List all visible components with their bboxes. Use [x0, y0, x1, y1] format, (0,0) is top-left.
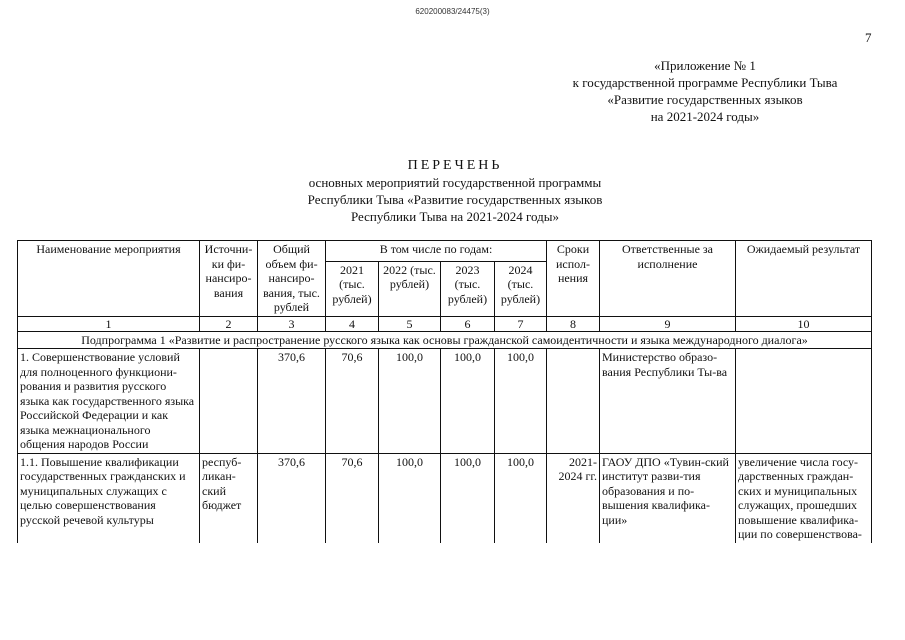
- measures-table: [17, 240, 872, 543]
- amount-2024: 100,0: [495, 453, 547, 543]
- amount-2024: 100,0: [495, 349, 547, 454]
- page-number: 7: [865, 30, 872, 45]
- appendix-header: [520, 57, 890, 125]
- table-row: [18, 453, 872, 543]
- title-line-3: Республики Тыва на 2021-2024 годы»: [350, 209, 560, 224]
- title-heading: ПЕРЕЧЕНЬ: [407, 158, 503, 173]
- header-2023: 2023 (тыс. рублей): [441, 261, 495, 316]
- title-line-2: Республики Тыва «Развитие государственных языков: [307, 192, 603, 207]
- funding-source: [200, 349, 258, 454]
- amount-2023: 100,0: [441, 349, 495, 454]
- amount-2023: 100,0: [441, 453, 495, 543]
- appendix-line-1: «Приложение № 1: [654, 58, 756, 73]
- table-row: [18, 349, 872, 454]
- expected-result: [736, 349, 872, 454]
- measure-name: 1. Совершенствование условий для полноценного функциони-рования и развития русского языка как государственного языка Российской Федерации и как языка межнационального общения народов России: [18, 349, 200, 454]
- column-number: 3: [258, 316, 326, 331]
- subprogram-row: [18, 331, 872, 349]
- amount-2022: 100,0: [379, 349, 441, 454]
- column-number: 4: [326, 316, 379, 331]
- header-row-1: [18, 241, 872, 262]
- header-2022: 2022 (тыс. рублей): [379, 261, 441, 316]
- header-source: Источни-ки фи-нансиро-вания: [200, 241, 258, 317]
- amount-2021: 70,6: [326, 349, 379, 454]
- column-number: 2: [200, 316, 258, 331]
- appendix-line-3: «Развитие государственных языков: [607, 92, 803, 107]
- total-amount: 370,6: [258, 349, 326, 454]
- header-name: Наименование мероприятия: [18, 241, 200, 317]
- column-number: 9: [600, 316, 736, 331]
- appendix-line-2: к государственной программе Республики Тыва: [572, 75, 838, 90]
- total-amount: 370,6: [258, 453, 326, 543]
- column-numbers-row: [18, 316, 872, 331]
- amount-2022: 100,0: [379, 453, 441, 543]
- subprogram-title: Подпрограмма 1 «Развитие и распространение русского языка как основы гражданской самоидентичности и языка международного диалога»: [18, 331, 872, 349]
- measure-name: 1.1. Повышение квалификации государственных гражданских и муниципальных служащих с целью совершенствования русской речевой культуры: [18, 453, 200, 543]
- column-number: 5: [379, 316, 441, 331]
- header-responsible: Ответственные за исполнение: [600, 241, 736, 317]
- header-by-years: В том числе по годам:: [326, 241, 547, 262]
- expected-result: увеличение числа госу-дарственных граждан-ских и муниципальных служащих, прошедших повышение квалифика-ции по совершенствова-: [736, 453, 872, 543]
- header-total: Общий объем фи-нансиро-вания, тыс. рублей: [258, 241, 326, 317]
- column-number: 6: [441, 316, 495, 331]
- title-line-1: основных мероприятий государственной программы: [308, 175, 602, 190]
- column-number: 1: [18, 316, 200, 331]
- column-number: 8: [547, 316, 600, 331]
- header-result: Ожидаемый результат: [736, 241, 872, 317]
- column-number: 10: [736, 316, 872, 331]
- header-2021: 2021 (тыс. рублей): [326, 261, 379, 316]
- document-title: [200, 157, 710, 225]
- appendix-line-4: на 2021-2024 годы»: [650, 109, 760, 124]
- header-terms: Сроки испол-нения: [547, 241, 600, 317]
- terms: [547, 349, 600, 454]
- document-id: 620200083/24475(3): [415, 7, 490, 16]
- responsible: Министерство образо-вания Республики Ты-ва: [600, 349, 736, 454]
- header-2024: 2024 (тыс. рублей): [495, 261, 547, 316]
- amount-2021: 70,6: [326, 453, 379, 543]
- responsible: ГАОУ ДПО «Тувин-ский институт разви-тия образования и по-вышения квалифика-ции»: [600, 453, 736, 543]
- column-number: 7: [495, 316, 547, 331]
- funding-source: респуб-ликан-ский бюджет: [200, 453, 258, 543]
- terms: 2021-2024 гг.: [547, 453, 600, 543]
